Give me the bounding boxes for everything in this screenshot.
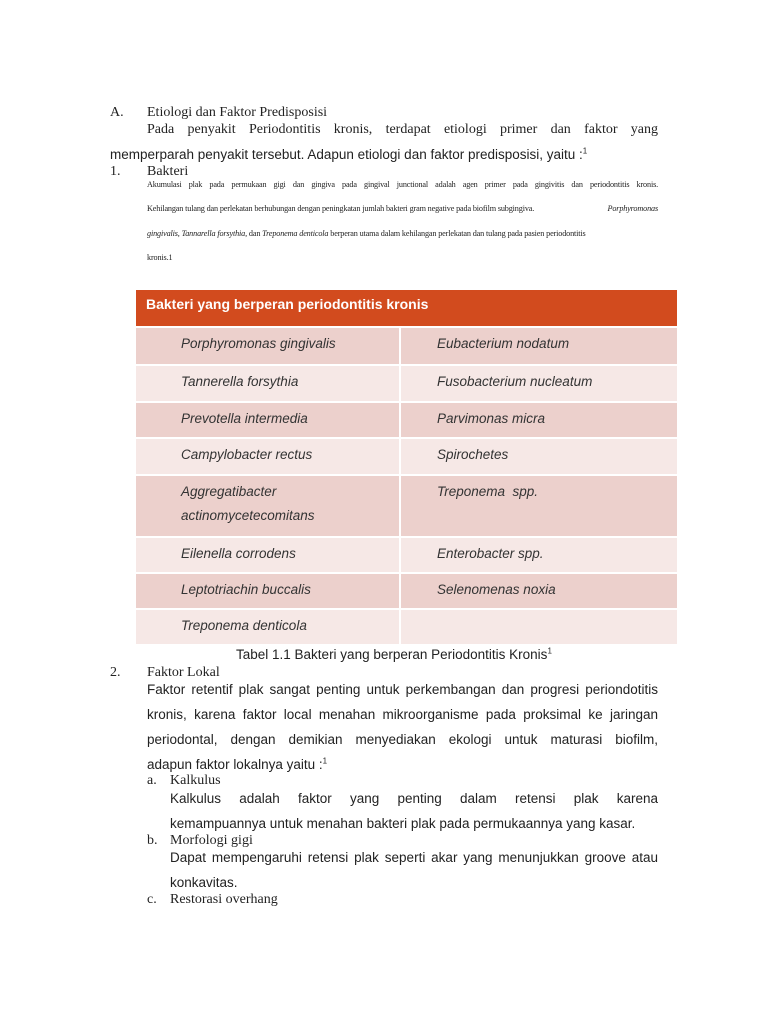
table-cell-line: actinomycetecomitans: [181, 508, 315, 523]
table-row: [136, 364, 677, 401]
footnote-ref: 1: [322, 756, 328, 766]
small-text-species: Porphyromonas: [607, 204, 658, 213]
table-row: [136, 437, 677, 474]
small-text-connector: dan: [248, 229, 261, 238]
sub-a-line1: Kalkulus adalah faktor yang penting dalam retensi plak karena: [170, 791, 658, 806]
bacteria-table: [136, 290, 677, 644]
sub-b-line1: Dapat mempengaruhi retensi plak seperti akar yang menunjukkan groove atau: [170, 850, 658, 865]
small-text-line3: [147, 229, 658, 239]
table-row: [136, 608, 677, 644]
footnote-ref: 1: [582, 146, 588, 156]
small-text-species: Treponema denticola: [262, 229, 329, 238]
table-cell: Prevotella intermedia: [136, 403, 401, 437]
sub-a-marker: a.: [147, 773, 157, 788]
table-row: [136, 401, 677, 437]
section-a-para-line1: Pada penyakit Periodontitis kronis, terdapat etiologi primer dan faktor yang: [147, 122, 658, 137]
table-cell: Fusobacterium nucleatum: [437, 374, 593, 389]
sub-c-heading: Restorasi overhang: [170, 892, 278, 907]
small-text-species: gingivalis, Tannarella forsythia,: [147, 229, 247, 238]
footnote-ref: 1: [547, 646, 552, 656]
table-cell: Spirochetes: [437, 447, 509, 462]
table-cell: Tannerella forsythia: [136, 366, 401, 401]
section-a-para-line2: memperparah penyakit tersebut. Adapun etiologi dan faktor predisposisi, yaitu :$^1$: [110, 146, 588, 162]
item2-para-line2: kronis, karena faktor local menahan mikroorganisme pada proksimal ke jaringan: [147, 707, 658, 722]
small-text-line1: Akumulasi plak pada permukaan gigi dan gingiva pada gingival junctional adalah agen primer pada gingivitis dan periodontitis kronis.: [147, 180, 658, 189]
item1-marker: 1.: [110, 164, 121, 179]
table-cell: [401, 610, 677, 644]
table-cell: [136, 476, 401, 536]
sub-a-line2: kemampuannya untuk menahan bakteri plak pada permukaannya yang kasar.: [170, 816, 636, 831]
sub-b-line2: konkavitas.: [170, 875, 238, 890]
table-row: [136, 326, 677, 364]
item1-heading: Bakteri: [147, 164, 189, 179]
table-caption: Tabel 1.1 Bakteri yang berperan Periodontitis Kronis$^1$: [236, 646, 552, 662]
table-row: [136, 536, 677, 572]
table-cell: Campylobacter rectus: [136, 439, 401, 474]
section-a-marker: A.: [110, 105, 124, 120]
item2-marker: 2.: [110, 665, 121, 680]
item2-para-line1: Faktor retentif plak sangat penting untuk perkembangan dan progresi periondotitis: [147, 682, 658, 697]
table-row: [136, 572, 677, 608]
table-cell: Leptotriachin buccalis: [136, 574, 401, 608]
table-cell: Treponema spp.: [437, 484, 539, 499]
table-cell: Eubacterium nodatum: [437, 336, 570, 351]
table-cell: Selenomenas noxia: [437, 582, 556, 597]
table-cell: Parvimonas micra: [437, 411, 546, 426]
sub-a-heading: Kalkulus: [170, 773, 221, 788]
section-a-heading: Etiologi dan Faktor Predisposisi: [147, 105, 328, 120]
table-row: [136, 474, 677, 536]
item2-heading: Faktor Lokal: [147, 665, 220, 680]
table-cell: Enterobacter spp.: [437, 546, 544, 561]
small-text-line3-rest: berperan utama dalam kehilangan perlekatan dan tulang pada pasien periodontitis: [330, 229, 586, 238]
table-header: Bakteri yang berperan periodontitis kronis: [136, 290, 677, 326]
small-text-line2-main: Kehilangan tulang dan perlekatan berhubungan dengan peningkatan jumlah bakteri gram negative pada biofilm subgingiva.: [147, 204, 535, 213]
table-cell: Treponema denticola: [136, 610, 401, 644]
table-cell-line: Aggregatibacter: [181, 484, 277, 499]
small-text-line2: [147, 204, 658, 214]
sub-c-marker: c.: [147, 892, 157, 907]
sub-b-marker: b.: [147, 833, 158, 848]
table-cell: Eilenella corrodens: [136, 538, 401, 572]
item2-para-line4: adapun faktor lokalnya yaitu :$^1$: [147, 756, 328, 772]
table-cell: Porphyromonas gingivalis: [136, 328, 401, 364]
small-text-line4: kronis.1: [147, 253, 173, 262]
item2-para-line3: periodontal, dengan demikian menyediakan ekologi untuk maturasi biofilm,: [147, 732, 658, 747]
sub-b-heading: Morfologi gigi: [170, 833, 253, 848]
